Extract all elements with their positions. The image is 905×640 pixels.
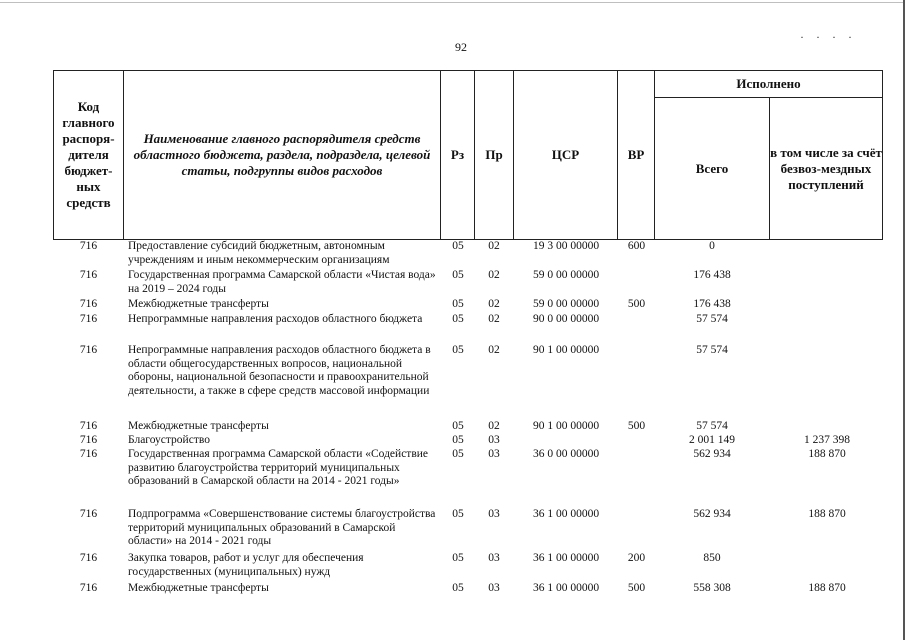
cell-csr: 59 0 00 00000 <box>532 269 600 281</box>
cell-rz: 05 <box>452 552 464 564</box>
header-name-text: Наименование главного распорядителя средств областного бюджета, раздела, подраздела, целевой статьи, подгруппы видов расходов <box>133 131 431 178</box>
cell-rz: 05 <box>452 448 464 460</box>
cell-pr: 02 <box>488 420 500 432</box>
cell-total: 176 438 <box>693 298 731 310</box>
cell-name: Предоставление субсидий бюджетным, автономным учреждениям и иным некоммерческим организациям <box>128 240 390 266</box>
cell-name: Межбюджетные трансферты <box>128 298 269 310</box>
cell-csr: 36 0 00 00000 <box>532 448 600 460</box>
header-name <box>123 70 441 240</box>
cell-csr: 90 1 00 00000 <box>532 344 600 356</box>
cell-csr: 59 0 00 00000 <box>532 298 600 310</box>
cell-csr: 36 1 00 00000 <box>532 508 600 520</box>
cell-csr: 90 0 00 00000 <box>532 313 600 325</box>
cell-code: 716 <box>79 508 98 520</box>
cell-pr: 03 <box>488 448 500 460</box>
cell-bezv: 188 870 <box>808 582 846 594</box>
cell-bezv: 188 870 <box>808 508 846 520</box>
cell-total: 558 308 <box>693 582 731 594</box>
cell-rz: 05 <box>452 508 464 520</box>
header-executed: Исполнено <box>654 70 883 98</box>
cell-rz: 05 <box>452 298 464 310</box>
cell-pr: 02 <box>488 313 500 325</box>
cell-rz: 05 <box>452 344 464 356</box>
cell-rz: 05 <box>452 582 464 594</box>
cell-pr: 02 <box>488 298 500 310</box>
header-rz: Рз <box>440 70 475 240</box>
cell-bezv: 188 870 <box>808 448 846 460</box>
cell-pr: 02 <box>488 240 500 252</box>
cell-code: 716 <box>79 313 98 325</box>
cell-total: 176 438 <box>693 269 731 281</box>
cell-code: 716 <box>79 344 98 356</box>
cell-total: 2 001 149 <box>689 434 735 446</box>
page-number: 92 <box>455 40 467 54</box>
cell-rz: 05 <box>452 269 464 281</box>
cell-bezv: 1 237 398 <box>804 434 850 446</box>
cell-pr: 03 <box>488 582 500 594</box>
cell-vr: 600 <box>627 240 646 252</box>
header-code: Код главного распоря-дителя бюджет-ных средств <box>53 70 124 240</box>
header-csr: ЦСР <box>513 70 618 240</box>
cell-name: Непрограммные направления расходов областного бюджета в области общегосударственных вопросов, национальной обороны, национальной безопасности и правоохранительной деятельности, а также в сфере средств массовой информации <box>128 344 431 397</box>
cell-code: 716 <box>79 269 98 281</box>
cell-rz: 05 <box>452 420 464 432</box>
cell-csr: 19 3 00 00000 <box>532 240 600 252</box>
header-bezv: в том числе за счёт безвоз-мездных поступлений <box>769 97 883 240</box>
cell-vr: 500 <box>627 298 646 310</box>
cell-total: 57 574 <box>696 420 728 432</box>
cell-code: 716 <box>79 434 98 446</box>
cell-total: 57 574 <box>696 344 728 356</box>
cell-code: 716 <box>79 420 98 432</box>
cell-csr: 36 1 00 00000 <box>532 552 600 564</box>
cell-rz: 05 <box>452 240 464 252</box>
header-total: Всего <box>654 97 770 240</box>
cell-name: Закупка товаров, работ и услуг для обеспечения государственных (муниципальных) нужд <box>128 552 364 578</box>
cell-code: 716 <box>79 448 98 460</box>
cell-code: 716 <box>79 298 98 310</box>
cell-pr: 02 <box>488 269 500 281</box>
cell-rz: 05 <box>452 434 464 446</box>
cell-name: Государственная программа Самарской области «Чистая вода» на 2019 – 2024 годы <box>128 269 436 295</box>
cell-rz: 05 <box>452 313 464 325</box>
cell-vr: 200 <box>627 552 646 564</box>
cell-name: Межбюджетные трансферты <box>128 582 269 594</box>
cell-pr: 03 <box>488 508 500 520</box>
cell-code: 716 <box>79 582 98 594</box>
cell-name: Благоустройство <box>128 434 210 446</box>
cell-code: 716 <box>79 552 98 564</box>
cell-code: 716 <box>79 240 98 252</box>
cell-name: Межбюджетные трансферты <box>128 420 269 432</box>
cell-total: 562 934 <box>693 508 731 520</box>
cell-pr: 02 <box>488 344 500 356</box>
cell-pr: 03 <box>488 552 500 564</box>
cell-vr: 500 <box>627 582 646 594</box>
cell-name: Подпрограмма «Совершенствование системы благоустройства территорий муниципальных образований в Самарской области» на 2014 - 2021 годы <box>128 508 436 547</box>
cell-csr: 90 1 00 00000 <box>532 420 600 432</box>
scan-top-border <box>0 2 905 3</box>
cell-pr: 03 <box>488 434 500 446</box>
cell-total: 562 934 <box>693 448 731 460</box>
scan-specks: ·​·​·​· <box>800 30 864 44</box>
cell-csr: 36 1 00 00000 <box>532 582 600 594</box>
cell-total: 0 <box>709 240 715 252</box>
header-vr: ВР <box>617 70 655 240</box>
cell-name: Государственная программа Самарской области «Содействие развитию благоустройства территорий муниципальных образований в Самарской области на 2014 - 2021 годы» <box>128 448 429 487</box>
cell-total: 850 <box>703 552 721 564</box>
cell-name: Непрограммные направления расходов областного бюджета <box>128 313 423 325</box>
cell-vr: 500 <box>627 420 646 432</box>
cell-total: 57 574 <box>696 313 728 325</box>
header-pr: Пр <box>474 70 514 240</box>
